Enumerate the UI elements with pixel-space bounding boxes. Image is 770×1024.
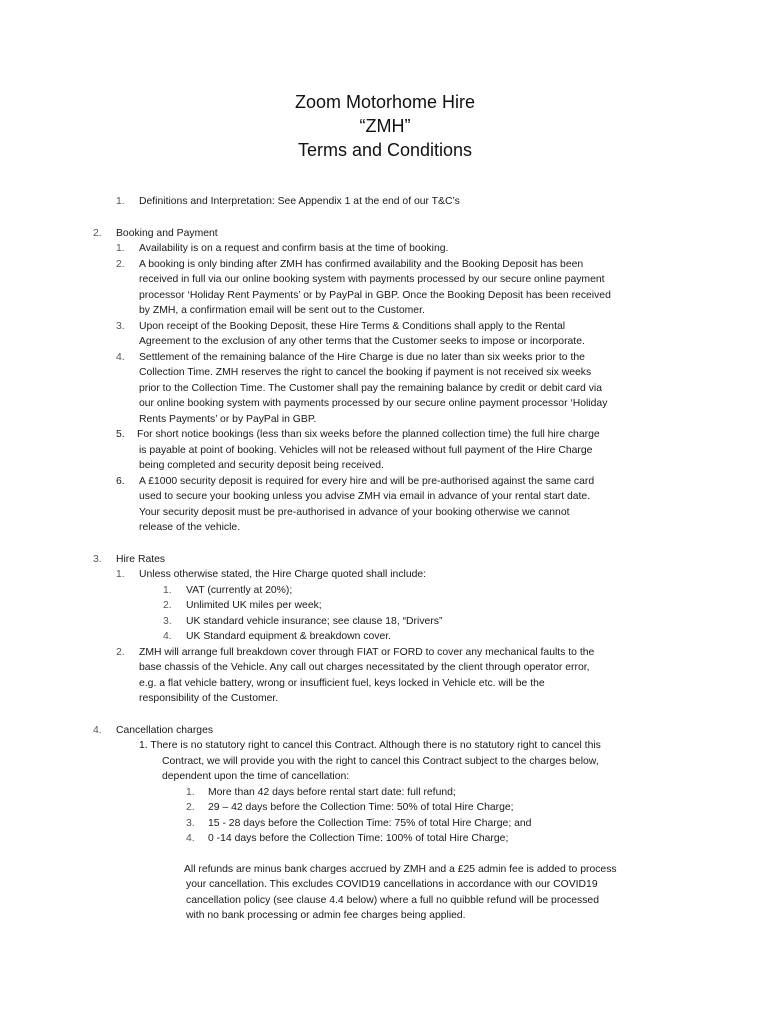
item-line: Unless otherwise stated, the Hire Charge quoted shall include: xyxy=(139,569,427,580)
title-terms: Terms and Conditions xyxy=(297,140,473,160)
subitem-text: More than 42 days before rental start date: full refund; xyxy=(208,786,456,798)
item-line: Agreement to the exclusion of any other terms that the Customer seeks to impose or incorporate. xyxy=(139,336,585,347)
item-line: Your security deposit must be pre-authorised in advance of your booking otherwise we cannot xyxy=(139,506,570,518)
clause-heading: Hire Rates xyxy=(116,553,166,565)
item-number: 2. xyxy=(116,646,125,658)
clause-4-1 xyxy=(0,738,770,785)
clause-text: Definitions and Interpretation: See Appendix 1 at the end of our T&C’s xyxy=(139,196,460,207)
item-line: processor ‘Holiday Rent Payments’ or by PayPal in GBP. Once the Booking Deposit has been received xyxy=(139,289,611,301)
clause-number: 4. xyxy=(93,724,102,736)
subitem-text: 29 – 42 days before the Collection Time: 50% of total Hire Charge; xyxy=(208,802,514,813)
item-line: For short notice bookings (less than six weeks before the planned collection time) the full hire charge xyxy=(137,429,600,440)
clause-number: 2. xyxy=(93,227,102,239)
clause-4-heading xyxy=(0,723,770,739)
item-line: release of the vehicle. xyxy=(139,522,241,533)
item-line: responsibility of the Customer. xyxy=(139,693,279,704)
subitem-number: 3. xyxy=(163,615,172,627)
subitem xyxy=(0,629,770,645)
subitem xyxy=(0,583,770,599)
item-line: received in full via our online booking system with payments processed by our secure online payment xyxy=(139,274,605,285)
subitem-number: 2. xyxy=(186,802,195,813)
title-company: Zoom Motorhome Hire xyxy=(294,92,476,112)
subitem-text: 15 - 28 days before the Collection Time: 75% of total Hire Charge; and xyxy=(208,817,532,829)
item-line: being completed and security deposit being received. xyxy=(139,460,384,471)
document-title xyxy=(0,90,770,162)
clause-2-heading xyxy=(0,226,770,242)
subitem-text: 0 -14 days before the Collection Time: 100% of total Hire Charge; xyxy=(208,833,509,844)
item-line: 1. There is no statutory right to cancel this Contract. Although there is no statutory right to cancel this xyxy=(139,740,601,751)
subitem-text: UK Standard equipment & breakdown cover. xyxy=(186,631,392,642)
item-line: A £1000 security deposit is required for every hire and will be pre-authorised against the same card xyxy=(139,475,595,487)
item-line: Settlement of the remaining balance of the Hire Charge is due no later than six weeks prior to the xyxy=(139,351,585,363)
item-line: Collection Time. ZMH reserves the right to cancel the booking if payment is not received six weeks xyxy=(139,367,592,378)
clause-2-6 xyxy=(0,474,770,536)
item-number: 1. xyxy=(116,569,125,580)
item-line: our online booking system with payments processed by our secure online payment processor ‘Holiday xyxy=(139,398,608,409)
item-line: A booking is only binding after ZMH has confirmed availability and the Booking Deposit has been xyxy=(139,258,584,270)
subitem-number: 4. xyxy=(186,833,195,844)
clause-2-5 xyxy=(0,427,770,474)
item-number: 5. xyxy=(116,429,125,440)
refund-note xyxy=(0,862,770,924)
clause-2-4 xyxy=(0,350,770,428)
item-line: Contract, we will provide you with the right to cancel this Contract subject to the charges below, xyxy=(162,755,599,767)
clause-number: 1. xyxy=(116,196,125,207)
subitem-text: VAT (currently at 20%); xyxy=(186,584,293,596)
subitem-number: 4. xyxy=(163,631,172,642)
item-number: 4. xyxy=(116,351,125,363)
clause-3-heading xyxy=(0,552,770,568)
item-line: base chassis of the Vehicle. Any call out charges necessitated by the client through operator error, xyxy=(139,662,590,673)
clause-1 xyxy=(0,194,770,210)
clause-heading: Cancellation charges xyxy=(116,724,214,736)
refund-line: All refunds are minus bank charges accrued by ZMH and a £25 admin fee is added to process xyxy=(184,863,617,875)
item-line: Rents Payments’ or by PayPal in GBP. xyxy=(139,413,317,425)
item-number: 1. xyxy=(116,243,125,254)
item-number: 2. xyxy=(116,258,125,270)
clause-2-3 xyxy=(0,319,770,350)
subitem xyxy=(0,800,770,816)
item-line: by ZMH, a confirmation email will be sent out to the Customer. xyxy=(139,305,425,316)
clause-3-1 xyxy=(0,567,770,583)
item-line: used to secure your booking unless you advise ZMH via email in advance of your rental start date. xyxy=(139,491,591,502)
item-line: Upon receipt of the Booking Deposit, these Hire Terms & Conditions shall apply to the Rental xyxy=(139,320,566,332)
item-line: ZMH will arrange full breakdown cover through FIAT or FORD to cover any mechanical faults to the xyxy=(139,646,595,658)
subitem xyxy=(0,831,770,847)
subitem xyxy=(0,614,770,630)
subitem-text: Unlimited UK miles per week; xyxy=(186,600,322,611)
item-line: Availability is on a request and confirm basis at the time of booking. xyxy=(139,243,449,254)
item-line: is payable at point of booking. Vehicles will not be released without full payment of the Hire Charge xyxy=(139,444,593,456)
subitem-number: 1. xyxy=(163,584,172,596)
clause-2-2 xyxy=(0,257,770,319)
subitem xyxy=(0,816,770,832)
item-line: dependent upon the time of cancellation: xyxy=(162,771,350,782)
item-line: e.g. a flat vehicle battery, wrong or insufficient fuel, keys locked in Vehicle etc. will be the xyxy=(139,677,545,689)
title-abbreviation: “ZMH” xyxy=(359,116,411,136)
refund-line: your cancellation. This excludes COVID19 cancellations in accordance with our COVID19 xyxy=(186,879,598,890)
clause-heading: Booking and Payment xyxy=(116,227,218,239)
clause-3-2 xyxy=(0,645,770,707)
refund-line: cancellation policy (see clause 4.4 below) where a full no quibble refund will be processed xyxy=(186,894,599,906)
document-body xyxy=(0,194,770,924)
subitem-number: 2. xyxy=(163,600,172,611)
clause-2-1 xyxy=(0,241,770,257)
subitem-number: 1. xyxy=(186,786,195,798)
item-line: prior to the Collection Time. The Customer shall pay the remaining balance by credit or debit card via xyxy=(139,382,602,394)
refund-line: with no bank processing or admin fee charges being applied. xyxy=(186,910,466,921)
subitem-text: UK standard vehicle insurance; see clause 18, “Drivers” xyxy=(186,615,443,627)
subitem-number: 3. xyxy=(186,817,195,829)
subitem xyxy=(0,785,770,801)
item-number: 3. xyxy=(116,320,125,332)
subitem xyxy=(0,598,770,614)
clause-number: 3. xyxy=(93,553,102,565)
item-number: 6. xyxy=(116,475,125,487)
